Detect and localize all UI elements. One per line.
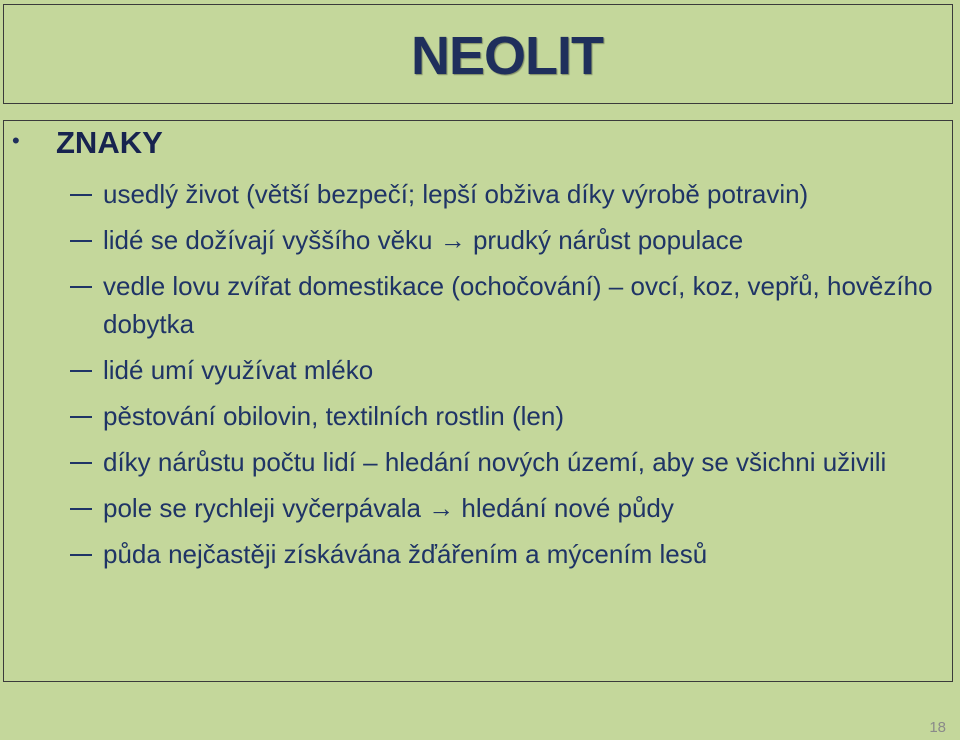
list-item (70, 351, 940, 389)
list-item-text: lidé se dožívají vyššího věku → prudký nárůst populace (103, 225, 744, 255)
dash-icon (70, 462, 92, 464)
dash-icon (70, 194, 92, 196)
list-item (70, 443, 940, 481)
dash-icon (70, 240, 92, 242)
dash-icon (70, 286, 92, 288)
list-item-text: půda nejčastěji získávána žďářením a mýcením lesů (103, 539, 708, 569)
slide-title: NEOLIT (411, 26, 603, 86)
dash-icon (70, 554, 92, 556)
list-item-text: pole se rychleji vyčerpávala → hledání nové půdy (103, 493, 674, 523)
page-number: 18 (929, 719, 946, 736)
list-item-text: pěstování obilovin, textilních rostlin (len) (103, 401, 565, 431)
list-item (70, 397, 940, 435)
content-box (3, 120, 953, 682)
bullet-icon: • (12, 128, 20, 153)
list-item-text: lidé umí využívat mléko (103, 355, 374, 385)
heading-row (12, 125, 163, 161)
list-item (70, 267, 940, 343)
list-item (70, 489, 940, 527)
list-item (70, 221, 940, 259)
list-item-text: usedlý život (větší bezpečí; lepší obživa díky výrobě potravin) (103, 179, 809, 209)
dash-icon (70, 416, 92, 418)
dash-icon (70, 508, 92, 510)
list-item-text: vedle lovu zvířat domestikace (ochočování) – ovcí, koz, vepřů, hovězího dobytka (103, 271, 933, 339)
title-box (3, 4, 953, 104)
list-item (70, 175, 940, 213)
section-heading: ZNAKY (56, 125, 163, 160)
list-item-text: díky nárůstu počtu lidí – hledání nových území, aby se všichni uživili (103, 447, 887, 477)
dash-icon (70, 370, 92, 372)
item-list (70, 175, 940, 581)
list-item (70, 535, 940, 573)
